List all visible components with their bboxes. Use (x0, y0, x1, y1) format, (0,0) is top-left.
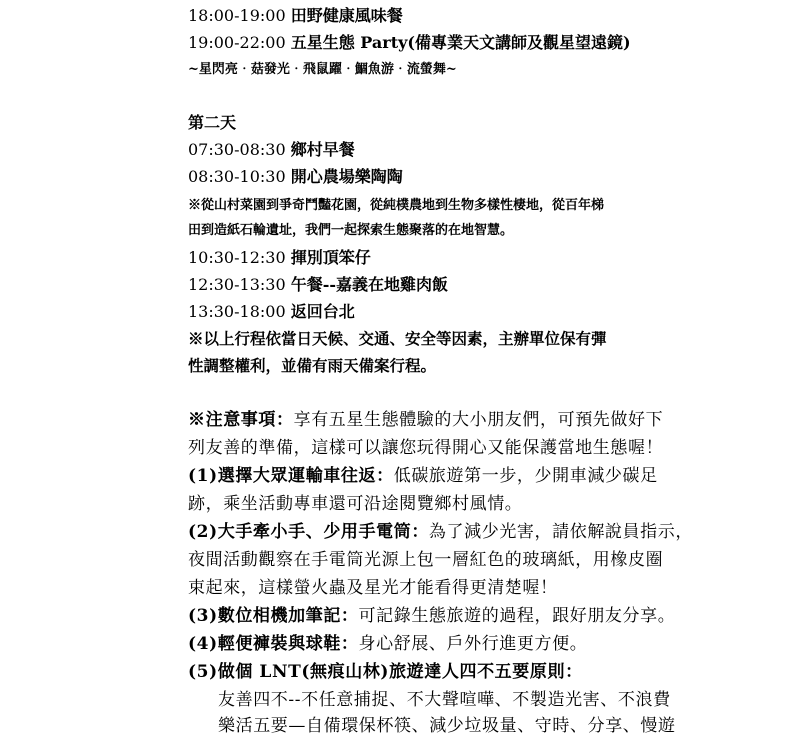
notes-label: ※注意事項： (188, 410, 294, 430)
note-item-label: (5)做個 LNT(無痕山林)旅遊達人四不五要原則： (188, 662, 583, 682)
note-item-label: (3)數位相機加筆記： (188, 606, 359, 626)
note-item-camera (188, 606, 675, 626)
schedule-time: 12:30-13:30 (188, 275, 286, 294)
note-item-transport-cont: 跡，乘坐活動專車還可沿途閱覽鄉村風情。 (188, 494, 523, 514)
schedule-time: 07:30-08:30 (188, 140, 286, 159)
schedule-time: 10:30-12:30 (188, 248, 286, 267)
note-item-label: (1)選擇大眾運輸車往返： (188, 466, 394, 486)
schedule-line-farewell (188, 248, 371, 268)
note-item-transport (188, 466, 658, 486)
schedule-line-breakfast (188, 140, 355, 160)
schedule-line-dinner (188, 6, 403, 26)
schedule-line-party (188, 33, 631, 53)
note-item-clothing (188, 634, 587, 654)
note-item-lnt (188, 662, 583, 682)
notes-intro-text: 享有五星生態體驗的大小朋友們，可預先做好下 (293, 410, 664, 430)
party-tagline: ~星閃亮‧菇發光‧飛鼠躍‧鯝魚游‧流螢舞~ (188, 62, 457, 77)
note-item-flashlight-cont2: 束起來，這樣螢火蟲及星光才能看得更清楚喔！ (188, 578, 558, 598)
schedule-activity: 開心農場樂陶陶 (290, 167, 403, 186)
farm-note-line1: ※從山村菜園到爭奇鬥豔花園，從純樸農地到生物多樣性棲地，從百年梯 (188, 198, 605, 213)
note-item-label: (2)大手牽小手、少用手電筒： (188, 522, 429, 542)
lnt-four-nots: 友善四不--不任意捕捉、不大聲喧嘩、不製造光害、不浪費 (218, 690, 671, 710)
schedule-line-return (188, 302, 355, 322)
itinerary-remark-line1: ※以上行程依當日天候、交通、安全等因素，主辦單位保有彈 (188, 329, 607, 348)
schedule-activity: 返回台北 (290, 302, 355, 321)
schedule-time: 13:30-18:00 (188, 302, 286, 321)
schedule-activity: 午餐--嘉義在地雞肉飯 (290, 275, 449, 294)
schedule-activity: 鄉村早餐 (290, 140, 355, 159)
schedule-time: 19:00-22:00 (188, 33, 286, 52)
note-item-flashlight (188, 522, 693, 542)
schedule-activity: 田野健康風味餐 (290, 6, 403, 25)
note-item-text: 低碳旅遊第一步，少開車減少碳足 (393, 466, 658, 486)
schedule-line-farm (188, 167, 403, 187)
notes-intro (188, 410, 663, 430)
schedule-time: 08:30-10:30 (188, 167, 286, 186)
note-item-text: 身心舒展、戶外行進更方便。 (358, 634, 588, 654)
note-item-label: (4)輕便褲裝與球鞋： (188, 634, 359, 654)
schedule-activity: 五星生態 Party(備專業天文講師及觀星望遠鏡) (290, 33, 631, 52)
notes-intro-cont: 列友善的準備，這樣可以讓您玩得開心又能保護當地生態喔！ (188, 438, 664, 458)
schedule-time: 18:00-19:00 (188, 6, 286, 25)
day2-heading: 第二天 (188, 113, 237, 132)
note-item-text: 為了減少光害，請依解說員指示， (428, 522, 693, 542)
lnt-five-musts: 樂活五要—自備環保杯筷、減少垃圾量、守時、分享、慢遊 (218, 716, 676, 736)
farm-note-line2: 田到造紙石輪遺址，我們一起探索生態聚落的在地智慧。 (188, 223, 514, 238)
note-item-flashlight-cont1: 夜間活動觀察在手電筒光源上包一層紅色的玻璃紙，用橡皮圈 (188, 550, 664, 570)
schedule-line-lunch (188, 275, 448, 295)
itinerary-remark-line2: 性調整權利，並備有雨天備案行程。 (188, 356, 437, 375)
schedule-activity: 揮別頂笨仔 (290, 248, 371, 267)
note-item-text: 可記錄生態旅遊的過程，跟好朋友分享。 (358, 606, 676, 626)
